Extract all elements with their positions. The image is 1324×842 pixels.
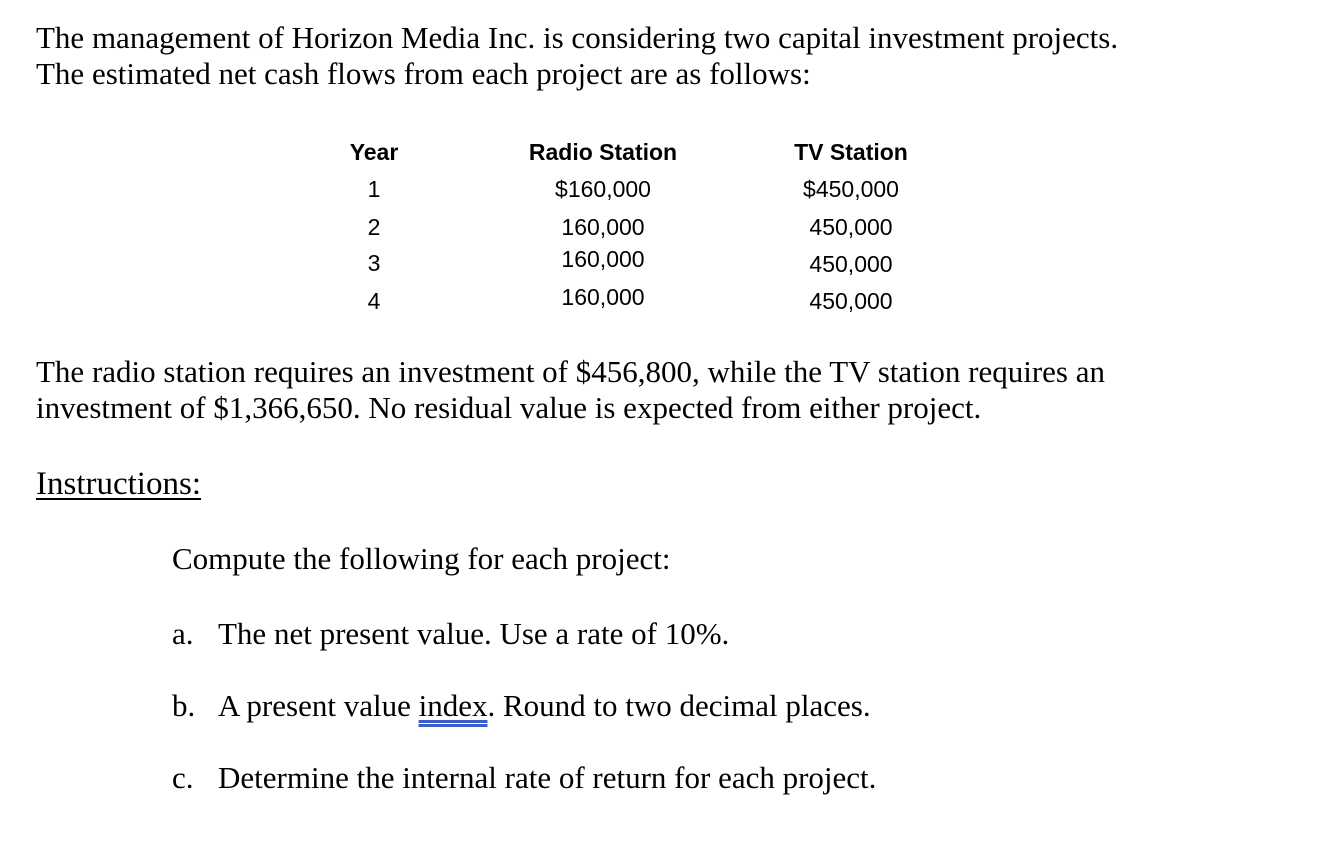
- tv-cash-flow-cell: 450,000: [809, 288, 893, 314]
- header-year: Year: [349, 139, 399, 165]
- compute-label: Compute the following for each project:: [172, 541, 671, 576]
- year-cell: 3: [367, 250, 381, 276]
- investment-line-2: investment of $1,366,650. No residual value is expected from either project.: [36, 390, 982, 425]
- year-cell: 1: [367, 176, 381, 202]
- intro-line-1: The management of Horizon Media Inc. is considering two capital investment projects.: [36, 20, 1119, 55]
- year-cell: 2: [367, 214, 381, 240]
- header-radio-station: Radio Station: [528, 139, 678, 165]
- tv-cash-flow-cell: 450,000: [809, 251, 893, 277]
- tv-cash-flow-cell: 450,000: [809, 214, 893, 240]
- item-text: Determine the internal rate of return for each project.: [218, 760, 877, 795]
- year-cell: 4: [367, 288, 381, 314]
- item-marker: a.: [172, 616, 194, 651]
- intro-paragraph: [36, 20, 1296, 92]
- item-text: The net present value. Use a rate of 10%.: [218, 616, 730, 651]
- instruction-item-a: [172, 615, 729, 653]
- radio-cash-flow-cell: 160,000: [561, 284, 645, 310]
- radio-cash-flow-cell: 160,000: [561, 246, 645, 272]
- item-marker: c.: [172, 760, 194, 795]
- radio-cash-flow-cell: 160,000: [561, 214, 645, 240]
- instructions-heading: Instructions:: [36, 466, 201, 502]
- investment-line-1: The radio station requires an investment of $456,800, while the TV station requires an: [36, 354, 1105, 389]
- spellcheck-flagged-word: index: [418, 688, 488, 723]
- item-text-start: A present value: [218, 688, 419, 723]
- radio-cash-flow-cell: $160,000: [555, 176, 651, 202]
- instruction-item-c: [172, 759, 876, 797]
- instruction-item-b: [172, 687, 871, 725]
- item-text-end: . Round to two decimal places.: [487, 688, 871, 723]
- item-marker: b.: [172, 688, 196, 723]
- tv-cash-flow-cell: $450,000: [803, 176, 899, 202]
- header-tv-station: TV Station: [794, 139, 908, 165]
- investment-paragraph: [36, 354, 1105, 426]
- intro-line-2: The estimated net cash flows from each project are as follows:: [36, 56, 811, 91]
